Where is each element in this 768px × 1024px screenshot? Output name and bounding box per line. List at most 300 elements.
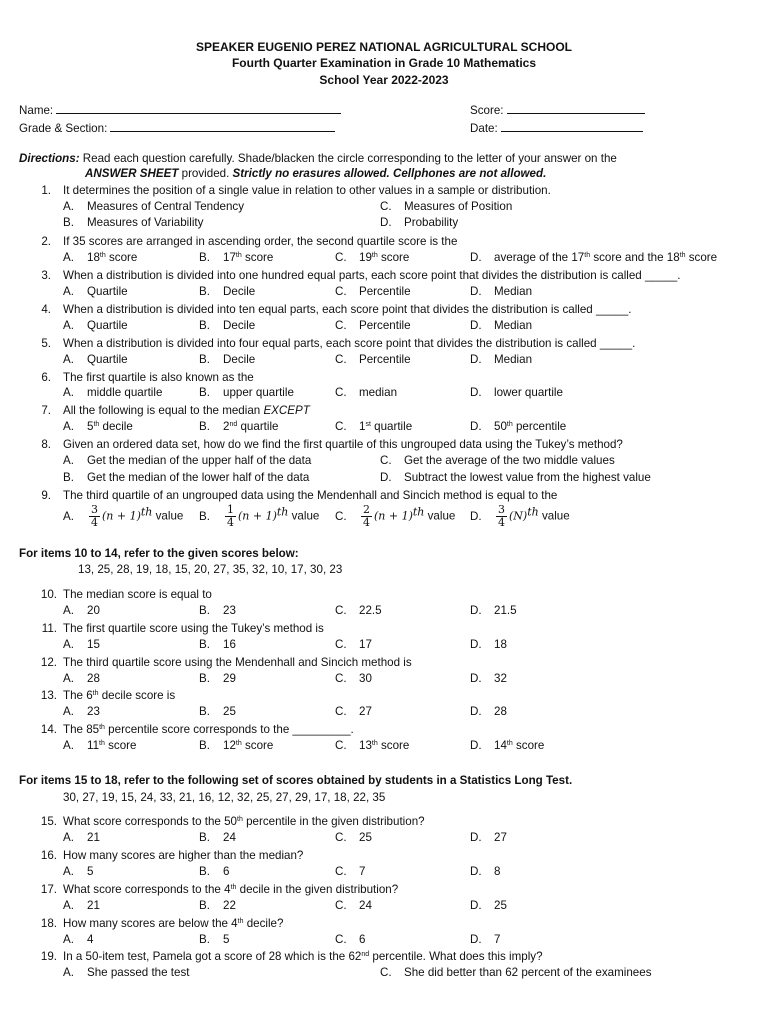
option-letter: B.: [199, 831, 210, 844]
option-text: value: [288, 509, 320, 523]
score-label: Score:: [470, 104, 504, 117]
directions-provided: provided.: [178, 167, 233, 180]
q2-option-c[interactable]: [335, 251, 409, 264]
option-letter: B.: [199, 865, 210, 878]
question-number: 17.: [40, 883, 57, 896]
option-letter: A.: [63, 899, 74, 912]
q1-option-b[interactable]: [63, 216, 203, 229]
fraction: [89, 504, 100, 529]
ordinal-suffix: th: [506, 740, 513, 747]
date-label: Date:: [470, 122, 498, 135]
q9-option-a[interactable]: [63, 504, 183, 529]
option-text: lower quartile: [494, 386, 563, 399]
ordinal-suffix: th: [371, 740, 378, 747]
q2-option-b[interactable]: [199, 251, 273, 264]
option-letter: C.: [335, 386, 347, 399]
option-letter: C.: [335, 420, 347, 433]
option-text: average of the 17: [494, 251, 585, 264]
question-number: 1.: [41, 184, 51, 197]
name-field[interactable]: [19, 101, 341, 118]
question-text: decile?: [243, 917, 284, 930]
q9-option-c[interactable]: [335, 504, 455, 529]
option-text: Get the median of the lower half of the data: [87, 471, 310, 484]
q17-option-d[interactable]: [470, 899, 507, 912]
question-text: What score corresponds to the 50: [63, 815, 237, 828]
option-text: score: [685, 251, 718, 264]
q1-option-d[interactable]: [380, 216, 458, 229]
ordinal-suffix: st: [365, 421, 371, 428]
option-text: Decile: [223, 319, 256, 332]
numerator: 1: [227, 503, 234, 516]
q8-option-a[interactable]: [63, 454, 311, 467]
question-number: 7.: [41, 404, 51, 417]
option-letter: D.: [470, 285, 482, 298]
option-letter: A.: [63, 420, 74, 433]
q13-option-b[interactable]: [199, 705, 236, 718]
option-letter: B.: [199, 739, 210, 752]
ordinal-suffix: th: [679, 252, 686, 259]
q10-option-a[interactable]: [63, 604, 100, 617]
grade-section-label: Grade & Section:: [19, 122, 108, 135]
option-text: 7: [494, 933, 501, 946]
question-text: When a distribution is divided into four equal parts, each score point that divides the distribution is called _____.: [63, 337, 636, 350]
option-text: Percentile: [359, 353, 411, 366]
option-text: percentile: [512, 420, 567, 433]
option-letter: A.: [63, 510, 74, 523]
ordinal-suffix: th: [99, 724, 105, 731]
q4-option-d[interactable]: [470, 319, 532, 332]
directions-text: Read each question carefully. Shade/blacken the circle corresponding to the letter of your answer on the: [79, 152, 617, 165]
q11-option-b[interactable]: [199, 638, 236, 651]
option-letter: B.: [199, 899, 210, 912]
q4-option-b[interactable]: [199, 319, 255, 332]
q14-option-c[interactable]: [335, 739, 409, 752]
option-letter: D.: [470, 865, 482, 878]
q16-option-d[interactable]: [470, 865, 500, 878]
option-text: 19: [359, 251, 372, 264]
option-letter: A.: [63, 319, 74, 332]
option-text: 8: [494, 865, 501, 878]
q12-option-b[interactable]: [199, 672, 236, 685]
ordinal-suffix: nd: [361, 951, 370, 958]
question-text: How many scores are higher than the median?: [63, 849, 304, 862]
question-number: 6.: [41, 371, 51, 384]
option-letter: A.: [63, 672, 74, 685]
ordinal-suffix: th: [237, 816, 243, 823]
option-text: 22.5: [359, 604, 382, 617]
numerator: 2: [363, 503, 370, 516]
option-text: score: [512, 739, 545, 752]
question-number: 11.: [41, 622, 57, 635]
question-text: decile in the given distribution?: [236, 883, 399, 896]
option-text: 6: [359, 933, 366, 946]
ordinal-suffix: th: [99, 252, 106, 259]
option-letter: B.: [199, 386, 210, 399]
numerator: 3: [498, 503, 505, 516]
question-emphasis: EXCEPT: [263, 404, 310, 417]
option-letter: D.: [470, 386, 482, 399]
option-text: 27: [494, 831, 507, 844]
q3-option-a[interactable]: [63, 285, 128, 298]
option-text: 22: [223, 899, 236, 912]
q13-option-d[interactable]: [470, 705, 507, 718]
name-label: Name:: [19, 104, 54, 117]
question-text: The third quartile of an ungrouped data using the Mendenhall and Sincich method is equal to the: [63, 489, 558, 502]
q8-option-c[interactable]: [380, 454, 615, 467]
question-text: When a distribution is divided into one hundred equal parts, each score point that divides the distribution is called _____.: [63, 269, 681, 282]
option-letter: B.: [199, 638, 210, 651]
question-number: 12.: [40, 656, 57, 669]
option-text: 13: [359, 739, 372, 752]
option-text: 23: [223, 604, 236, 617]
q4-option-a[interactable]: [63, 319, 128, 332]
date-field[interactable]: [470, 119, 643, 136]
option-text: score: [241, 739, 274, 752]
q11-option-c[interactable]: [335, 638, 372, 651]
question-text: The first quartile is also known as the: [63, 371, 254, 384]
q10-option-b[interactable]: [199, 604, 236, 617]
question-text: decile score is: [98, 689, 176, 702]
option-letter: A.: [63, 386, 74, 399]
directions-line-2: [85, 166, 546, 181]
q14-option-a[interactable]: [63, 739, 136, 752]
q8-option-b[interactable]: [63, 471, 309, 484]
question-number: 2.: [41, 235, 51, 248]
option-letter: B.: [199, 604, 210, 617]
q10-option-c[interactable]: [335, 604, 382, 617]
option-text: 24: [359, 899, 372, 912]
ordinal-suffix: th: [276, 505, 289, 519]
option-text: 16: [223, 638, 236, 651]
option-letter: D.: [470, 420, 482, 433]
option-letter: C.: [335, 285, 347, 298]
option-text: 21: [87, 831, 100, 844]
option-text: value: [538, 509, 570, 523]
question-text: The first quartile score using the Tukey’s method is: [63, 622, 324, 635]
option-text: 14: [494, 739, 507, 752]
option-text: 25: [494, 899, 507, 912]
option-letter: B.: [199, 510, 210, 523]
option-text: 5: [87, 420, 94, 433]
q15-option-a[interactable]: [63, 831, 100, 844]
option-letter: A.: [63, 933, 74, 946]
option-letter: D.: [470, 638, 482, 651]
option-text: 21.5: [494, 604, 517, 617]
option-letter: A.: [63, 251, 74, 264]
option-text: 23: [87, 705, 100, 718]
option-letter: C.: [335, 739, 347, 752]
option-letter: A.: [63, 739, 74, 752]
option-letter: D.: [470, 933, 482, 946]
option-text: Quartile: [87, 319, 128, 332]
grade-section-blank[interactable]: [110, 119, 335, 132]
option-text: 25: [359, 831, 372, 844]
q17-option-a[interactable]: [63, 899, 100, 912]
option-letter: A.: [63, 865, 74, 878]
q1-option-a[interactable]: [63, 200, 244, 213]
option-text: 7: [359, 865, 366, 878]
question-text: percentile. What does this imply?: [369, 950, 543, 963]
q14-option-b[interactable]: [199, 739, 273, 752]
option-letter: A.: [63, 285, 74, 298]
option-text: Percentile: [359, 319, 411, 332]
q15-option-d[interactable]: [470, 831, 507, 844]
q15-option-c[interactable]: [335, 831, 372, 844]
option-text: 20: [87, 604, 100, 617]
school-year: School Year 2022-2023: [319, 73, 449, 87]
option-letter: C.: [335, 604, 347, 617]
option-letter: A.: [63, 353, 74, 366]
option-letter: C.: [335, 899, 347, 912]
q5-option-b[interactable]: [199, 353, 255, 366]
name-blank[interactable]: [56, 101, 341, 114]
q6-option-a[interactable]: [63, 386, 162, 399]
option-text: Decile: [223, 285, 256, 298]
directions-label: Directions:: [19, 152, 80, 165]
option-letter: D.: [380, 471, 392, 484]
option-text: 6: [223, 865, 230, 878]
option-text: Quartile: [87, 285, 128, 298]
q5-option-d[interactable]: [470, 353, 532, 366]
question-text: percentile in the given distribution?: [242, 815, 425, 828]
option-letter: C.: [335, 933, 347, 946]
option-text: score and the 18: [590, 251, 680, 264]
ordinal-suffix: th: [235, 252, 242, 259]
option-letter: B.: [199, 251, 210, 264]
q3-option-c[interactable]: [335, 285, 411, 298]
option-letter: C.: [335, 353, 347, 366]
q19-option-a[interactable]: [63, 966, 189, 979]
q7-option-b[interactable]: [199, 420, 279, 433]
numerator: 3: [91, 503, 98, 516]
option-text: quartile: [370, 420, 413, 433]
ordinal-suffix: th: [527, 505, 539, 519]
question-number: 8.: [41, 438, 51, 451]
option-text: score: [377, 251, 410, 264]
question-text: It determines the position of a single value in relation to other values in a sample or distribution.: [63, 184, 551, 197]
date-blank[interactable]: [501, 119, 643, 132]
q2-option-a[interactable]: [63, 251, 137, 264]
q7-option-c[interactable]: [335, 420, 412, 433]
option-letter: D.: [470, 353, 482, 366]
option-letter: B.: [199, 672, 210, 685]
q18-option-b[interactable]: [199, 933, 229, 946]
option-text: 29: [223, 672, 236, 685]
q1-option-c[interactable]: [380, 200, 512, 213]
question-text: If 35 scores are arranged in ascending order, the second quartile score is the: [63, 235, 458, 248]
question-text: percentile score corresponds to the _________.: [104, 723, 354, 736]
ordinal-suffix: nd: [229, 421, 238, 428]
option-text: Percentile: [359, 285, 411, 298]
fraction: [225, 504, 236, 529]
option-text: value: [424, 509, 456, 523]
q14-option-d[interactable]: [470, 739, 544, 752]
option-letter: D.: [470, 899, 482, 912]
question-text: The median score is equal to: [63, 588, 212, 601]
ordinal-suffix: th: [99, 740, 105, 747]
q15-option-b[interactable]: [199, 831, 236, 844]
option-text: 11: [87, 739, 100, 752]
option-text: decile: [99, 420, 133, 433]
denominator: 4: [227, 516, 234, 529]
q2-option-d[interactable]: [470, 251, 717, 264]
option-text: 18: [87, 251, 100, 264]
option-text: score: [105, 251, 138, 264]
option-letter: C.: [335, 638, 347, 651]
question-text: When a distribution is divided into ten equal parts, each score point that divides the distribution is called _____.: [63, 303, 632, 316]
ordinal-suffix: th: [235, 740, 242, 747]
option-text: 5: [223, 933, 230, 946]
q3-option-d[interactable]: [470, 285, 532, 298]
option-text: Median: [494, 353, 533, 366]
fraction: [361, 504, 372, 529]
question-text: Given an ordered data set, how do we find the first quartile of this ungrouped data using the Tukey’s method?: [63, 438, 623, 451]
math-expression: (n + 1): [102, 509, 141, 523]
option-text: 27: [359, 705, 372, 718]
option-text: 21: [87, 899, 100, 912]
exam-title: Fourth Quarter Examination in Grade 10 Mathematics: [231, 56, 537, 70]
grade-section-field[interactable]: [19, 119, 335, 136]
math-expression: (n + 1): [238, 509, 277, 523]
option-text: 5: [87, 865, 94, 878]
option-letter: D.: [470, 319, 482, 332]
question-number: 14.: [40, 723, 57, 736]
option-letter: C.: [380, 966, 392, 979]
option-text: 50: [494, 420, 507, 433]
option-letter: C.: [335, 251, 347, 264]
option-text: 1: [359, 420, 366, 433]
q12-option-c[interactable]: [335, 672, 372, 685]
option-letter: B.: [63, 216, 74, 229]
option-letter: B.: [199, 319, 210, 332]
option-letter: C.: [335, 319, 347, 332]
option-text: 28: [87, 672, 100, 685]
option-letter: A.: [63, 454, 74, 467]
option-text: Quartile: [87, 353, 128, 366]
school-name: SPEAKER EUGENIO PEREZ NATIONAL AGRICULTURAL SCHOOL: [195, 40, 573, 54]
q18-option-a[interactable]: [63, 933, 93, 946]
option-letter: A.: [63, 638, 74, 651]
option-text: 15: [87, 638, 100, 651]
option-text: 32: [494, 672, 507, 685]
option-letter: C.: [335, 831, 347, 844]
q8-option-d[interactable]: [380, 471, 651, 484]
q12-option-d[interactable]: [470, 672, 507, 685]
score-field[interactable]: [470, 101, 645, 118]
q13-option-c[interactable]: [335, 705, 372, 718]
score-blank[interactable]: [507, 101, 645, 114]
option-letter: A.: [63, 831, 74, 844]
q16-option-c[interactable]: [335, 865, 365, 878]
option-letter: C.: [335, 672, 347, 685]
q7-option-a[interactable]: [63, 420, 133, 433]
q18-option-c[interactable]: [335, 933, 365, 946]
q16-option-b[interactable]: [199, 865, 229, 878]
option-letter: C.: [335, 865, 347, 878]
question-number: 9.: [41, 489, 51, 502]
option-letter: C.: [380, 200, 392, 213]
q11-option-a[interactable]: [63, 638, 100, 651]
option-letter: D.: [470, 739, 482, 752]
option-text: 17: [359, 638, 372, 651]
option-text: 2: [223, 420, 230, 433]
option-letter: A.: [63, 604, 74, 617]
option-text: Measures of Central Tendency: [87, 200, 245, 213]
q13-option-a[interactable]: [63, 705, 100, 718]
math-expression: (N): [509, 509, 528, 523]
group2-intro: For items 15 to 18, refer to the following set of scores obtained by students in a Statistics Long Test.: [19, 774, 573, 787]
question-text: The 85: [63, 723, 100, 736]
option-letter: D.: [470, 831, 482, 844]
q9-option-b[interactable]: [199, 504, 319, 529]
fraction: [496, 504, 507, 529]
option-text: 30: [359, 672, 372, 685]
option-text: Get the median of the upper half of the data: [87, 454, 312, 467]
answer-sheet-label: ANSWER SHEET: [85, 167, 179, 180]
option-text: value: [152, 509, 184, 523]
q6-option-c[interactable]: [335, 386, 397, 399]
option-text: She passed the test: [87, 966, 190, 979]
q18-option-d[interactable]: [470, 933, 500, 946]
ordinal-suffix: th: [584, 252, 591, 259]
q3-option-b[interactable]: [199, 285, 255, 298]
q6-option-d[interactable]: [470, 386, 563, 399]
q10-option-d[interactable]: [470, 604, 517, 617]
option-letter: C.: [335, 510, 347, 523]
option-text: Median: [494, 319, 533, 332]
option-text: median: [359, 386, 398, 399]
option-text: Measures of Position: [404, 200, 513, 213]
option-letter: D.: [470, 705, 482, 718]
q9-option-d[interactable]: [470, 504, 570, 529]
option-text: middle quartile: [87, 386, 163, 399]
q6-option-b[interactable]: [199, 386, 294, 399]
q17-option-b[interactable]: [199, 899, 236, 912]
option-text: 18: [494, 638, 507, 651]
option-text: She did better than 62 percent of the examinees: [404, 966, 652, 979]
option-letter: A.: [63, 966, 74, 979]
question-number: 10.: [40, 588, 57, 601]
denominator: 4: [498, 516, 505, 529]
option-text: Measures of Variability: [87, 216, 204, 229]
option-text: score: [377, 739, 410, 752]
q5-option-a[interactable]: [63, 353, 128, 366]
q17-option-c[interactable]: [335, 899, 372, 912]
question-number: 5.: [41, 337, 51, 350]
option-letter: B.: [199, 420, 210, 433]
q16-option-a[interactable]: [63, 865, 93, 878]
q4-option-c[interactable]: [335, 319, 411, 332]
question-number: 18.: [40, 917, 57, 930]
q11-option-d[interactable]: [470, 638, 507, 651]
ordinal-suffix: th: [93, 421, 100, 428]
option-letter: B.: [63, 471, 74, 484]
ordinal-suffix: th: [140, 505, 153, 519]
question-text: What score corresponds to the 4: [63, 883, 231, 896]
q5-option-c[interactable]: [335, 353, 411, 366]
ordinal-suffix: th: [371, 252, 378, 259]
q7-option-d[interactable]: [470, 420, 566, 433]
option-text: quartile: [237, 420, 279, 433]
q19-option-c[interactable]: [380, 966, 652, 979]
q12-option-a[interactable]: [63, 672, 100, 685]
option-letter: B.: [199, 353, 210, 366]
question-number: 4.: [41, 303, 51, 316]
option-text: 25: [223, 705, 236, 718]
option-text: Decile: [223, 353, 256, 366]
option-text: score: [241, 251, 274, 264]
question-text: All the following is equal to the median: [63, 404, 264, 417]
